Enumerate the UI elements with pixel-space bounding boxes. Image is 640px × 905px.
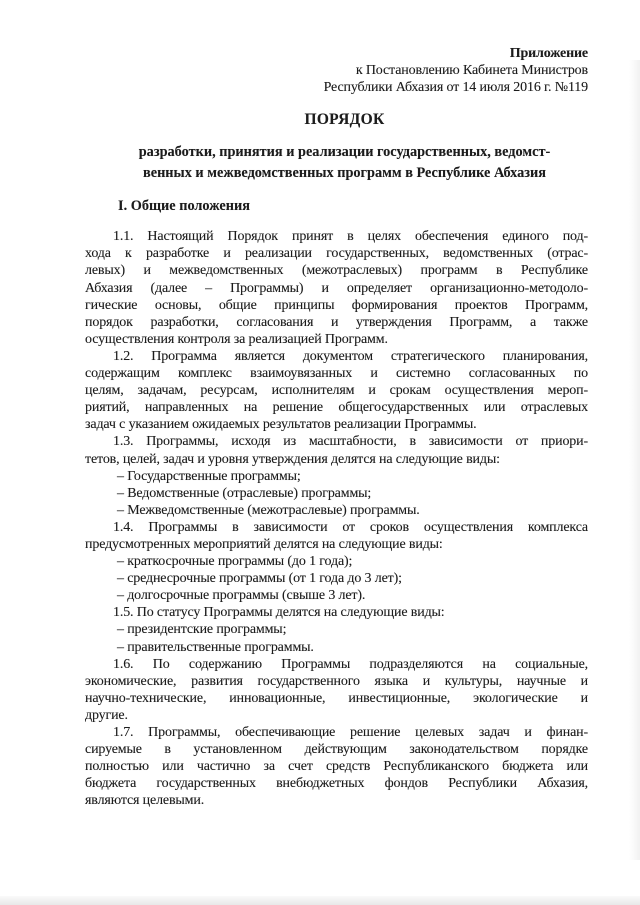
paragraph-1-4 [85,519,588,553]
list-item: – президентские программы; [117,622,287,638]
subtitle-line: венных и межведомственных программ в Республике Абхазия [143,165,546,182]
text-line: экономические, развития государственного языка и культуры, научные и [85,673,588,689]
list-item: – правительственные программы. [117,639,314,655]
text-line: хода к разработке и реализации государственных, ведомственных (отрас- [85,246,588,262]
text-line: 1.6. По содержанию Программы подразделяются на социальные, [113,656,588,672]
text-line: содержащим комплекс взаимоувязанных и системно согласованных по [85,366,588,382]
text-line: предусмотренных мероприятий делятся на следующие виды: [85,536,443,552]
header-line-date-number: Республики Абхазия от 14 июля 2016 г. №119 [323,80,588,96]
list-program-durations [85,553,588,604]
list-item: – Государственные программы; [117,468,301,484]
text-line: левых) и межведомственных (межотраслевых) программ в Республике [85,263,588,279]
paragraph-1-5 [85,604,588,621]
text-line: 1.7. Программы, обеспечивающие решение целевых задач и финан- [113,725,588,740]
text-line: задач с указанием ожидаемых результатов реализации Программы. [85,417,477,433]
list-item: – Межведомственные (межотраслевые) программы. [117,502,420,518]
text-line: гические основы, общие принципы формирования проектов Программ, [85,297,588,313]
header-line-appendix: Приложение [509,46,588,61]
text-line: Абхазия (далее – Программы) и определяет организационно-методоло- [85,280,588,296]
paragraph-1-3 [85,433,588,467]
paragraph-1-2 [85,348,588,433]
text-line: полностью или частично за счет средств Республиканского бюджета или [85,759,588,775]
document-body [85,228,588,809]
subtitle-line: разработки, принятия и реализации государственных, ведомст- [138,144,551,161]
document-title: ПОРЯДОК [304,111,385,129]
text-line: осуществления контроля за реализацией Программ. [85,331,388,347]
list-program-types [85,468,588,519]
header-block [85,45,588,96]
list-item: – долгосрочные программы (свыше 3 лет). [117,588,366,604]
text-line: риятий, направленных на решение общегосударственных или отраслевых [85,400,588,416]
text-line: 1.5. По статусу Программы делятся на следующие виды: [113,605,445,621]
text-line: другие. [85,707,128,723]
header-line-resolution: к Постановлению Кабинета Министров [355,63,588,79]
text-line: научно-технические, инновационные, инвестиционные, экологические и [85,690,588,706]
scan-edge-shadow-bottom [0,896,640,905]
paragraph-1-1 [85,228,588,348]
text-line: бюджета государственных внебюджетных фондов Республики Абхазия, [85,776,588,792]
text-line: целям, задачам, ресурсам, исполнителям и срокам осуществления мероп- [85,383,588,399]
list-item: – Ведомственные (отраслевые) программы; [117,485,372,501]
text-line: тетов, целей, задач и уровня утверждения делятся на следующие виды: [85,451,500,467]
list-program-status [85,621,588,655]
paragraph-1-6 [85,656,588,724]
text-line: 1.4. Программы в зависимости от сроков осуществления комплекса [113,519,588,535]
list-item: – среднесрочные программы (от 1 года до 3 лет); [117,571,402,587]
text-line: 1.2. Программа является документом стратегического планирования, [113,348,588,364]
document-subtitle [101,142,588,184]
text-line: порядок разработки, согласования и утверждения Программ, а также [85,314,588,330]
text-line: являются целевыми. [85,793,205,809]
paragraph-1-7 [85,724,588,809]
text-line: сируемые в установленном действующим законодательством порядке [85,742,588,758]
list-item: – краткосрочные программы (до 1 года); [117,554,353,570]
text-line: 1.1. Настоящий Порядок принят в целях обеспечения единого под- [113,229,588,245]
section-heading: I. Общие положения [118,198,250,215]
scan-edge-shadow-right [629,60,640,860]
text-line: 1.3. Программы, исходя из масштабности, в зависимости от приори- [113,434,588,450]
